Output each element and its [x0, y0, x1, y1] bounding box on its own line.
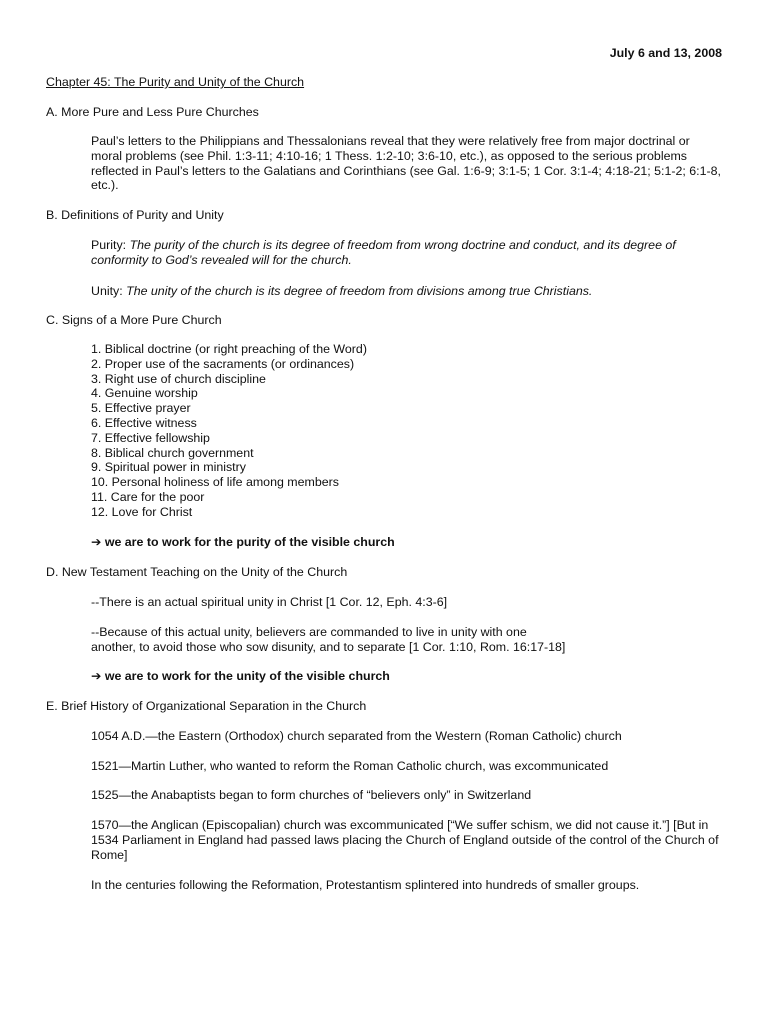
list-item: 10. Personal holiness of life among members: [91, 475, 339, 490]
list-item: 11. Care for the poor: [91, 489, 205, 504]
list-item: 6. Effective witness: [91, 415, 197, 430]
list-item: 8. Biblical church government: [91, 445, 254, 460]
unity-point-1: --There is an actual spiritual unity in Christ [1 Cor. 12, Eph. 4:3-6]: [91, 595, 448, 609]
section-b-heading: B. Definitions of Purity and Unity: [46, 208, 224, 222]
section-a-body: Paul’s letters to the Philippians and Thessalonians reveal that they were relatively free from major doctrinal or moral problems (see Phil. 1:3-11; 4:10-16; 1 Thess. 1:2-10; 3:6-10, etc.), as opposed to the serious problems reflected in Paul’s letters to the Galatians and Corinthians (see Gal. 1:6-9; 3:1-5; 1 Cor. 3:1-4; 4:18-21; 5:1-2; 6:1-8, etc.).: [91, 134, 721, 193]
history-event-1570: 1570—the Anglican (Episcopalian) church was excommunicated [“We suffer schism, we did not cause it.”] [But in 1534 Parliament in England had passed laws placing the Church of England outside of the control of the Church of Rome]: [91, 818, 719, 862]
history-event-1521: 1521—Martin Luther, who wanted to reform the Roman Catholic church, was excommunicated: [91, 759, 609, 773]
list-item: 3. Right use of church discipline: [91, 371, 266, 386]
list-item: 5. Effective prayer: [91, 401, 191, 416]
list-item: 1. Biblical doctrine (or right preaching of the Word): [91, 342, 367, 356]
history-event-1525: 1525—the Anabaptists began to form churches of “believers only” in Switzerland: [91, 788, 532, 802]
purity-text: The purity of the church is its degree of freedom from wrong doctrine and conduct, and its degree of conformity to God’s revealed will for the church.: [91, 238, 676, 267]
unity-conclusion: ➔ we are to work for the unity of the visible church: [91, 669, 390, 683]
unity-label: Unity:: [91, 284, 127, 298]
purity-conclusion: ➔ we are to work for the purity of the visible church: [91, 535, 395, 549]
unity-definition: [91, 284, 721, 299]
list-item: 12. Love for Christ: [91, 504, 193, 519]
section-c-heading: C. Signs of a More Pure Church: [46, 313, 222, 327]
section-a-heading: A. More Pure and Less Pure Churches: [46, 105, 259, 119]
chapter-title: Chapter 45: The Purity and Unity of the Church: [46, 75, 305, 89]
unity-point-2-line-2: another, to avoid those who sow disunity, and to separate [1 Cor. 1:10, Rom. 16:17-18]: [91, 640, 566, 654]
list-item: 4. Genuine worship: [91, 386, 198, 401]
purity-label: Purity:: [91, 238, 130, 252]
list-item: 2. Proper use of the sacraments (or ordinances): [91, 356, 355, 371]
section-e-heading: E. Brief History of Organizational Separation in the Church: [46, 699, 367, 713]
purity-definition: [91, 238, 721, 268]
history-closing: In the centuries following the Reformation, Protestantism splintered into hundreds of smaller groups.: [91, 878, 640, 892]
unity-text: The unity of the church is its degree of freedom from divisions among true Christians.: [126, 284, 593, 298]
list-item: 7. Effective fellowship: [91, 430, 210, 445]
unity-point-2-line-1: --Because of this actual unity, believers are commanded to live in unity with one: [91, 625, 527, 639]
history-event-1054: 1054 A.D.—the Eastern (Orthodox) church separated from the Western (Roman Catholic) church: [91, 729, 622, 743]
document-date: July 6 and 13, 2008: [609, 46, 722, 60]
purity-signs-list: [91, 342, 367, 520]
section-d-heading: D. New Testament Teaching on the Unity of the Church: [46, 565, 348, 579]
list-item: 9. Spiritual power in ministry: [91, 460, 246, 475]
